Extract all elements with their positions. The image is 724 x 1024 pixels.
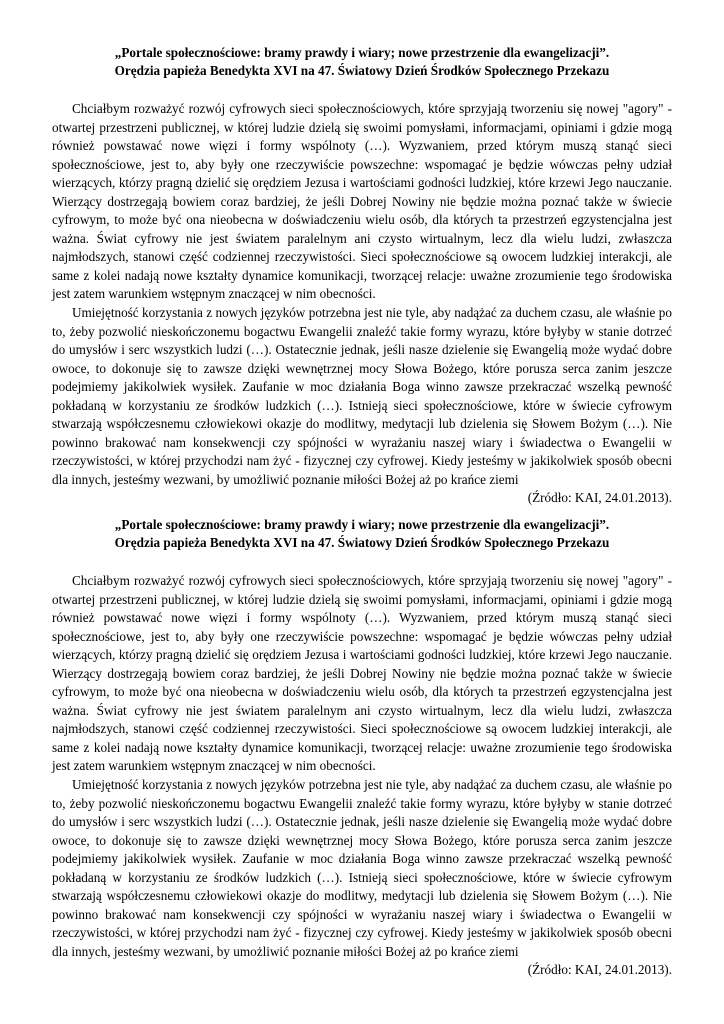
source-citation: (Źródło: KAI, 24.01.2013). <box>527 490 672 506</box>
source-citation: (Źródło: KAI, 24.01.2013). <box>527 962 672 978</box>
body-paragraph-2: Umiejętność korzystania z nowych języków potrzebna jest nie tyle, aby nadążać za duchem czasu, ale właśnie po to, żeby pozwolić nieskończonemu bogactwu Ewangelii znaleźć takie formy wyrazu, które byłyby w stanie dotrzeć do umysłów i serc wszystkich ludzi (…). Ostatecznie jednak, jeśli nasze dzielenie się Ewangelią może wydać dobre owoce, to dokonuje się to zawsze dzięki wewnętrznej mocy Słowa Bożego, które porusza serca zanim jeszcze podejmiemy jakikolwiek wysiłek. Zaufanie w moc działania Boga winno zawsze przekraczać wszelką pewność pokładaną w korzystaniu ze środków ludzkich (…). Istnieją sieci społecznościowe, które w świecie cyfrowym stwarzają współczesnemu człowiekowi okazje do modlitwy, medytacji lub dzielenia się Słowem Bożym (…). Nie powinno brakować nam konsekwencji czy spójności w wyrażaniu naszej wiary i świadectwa o Ewangelii w rzeczywistości, w której przychodzi nam żyć - fizycznej czy cyfrowej. Kiedy jesteśmy w jakikolwiek sposób obecni dla innych, jesteśmy wezwani, by umożliwić poznanie miłości Bożej aż po krańce ziemi <box>52 777 672 959</box>
body-paragraph-1: Chciałbym rozważyć rozwój cyfrowych sieci społecznościowych, które sprzyjają tworzeniu się nowej "agory" - otwartej przestrzeni publicznej, w której ludzie dzielą się swoimi pomysłami, informacjami, opiniami i gdzie mogą również powstawać nowe więzi i formy wspólnoty (…). Wyzwaniem, przed którym muszą stanąć sieci społecznościowe, jest to, aby były one rzeczywiście powszechne: wspomagać je będzie wówczas pełny udział wierzących, którzy pragną dzielić się orędziem Jezusa i wartościami godności ludzkiej, które krzewi Jego nauczanie. Wierzący dostrzegają bowiem coraz bardziej, że jeśli Dobrej Nowiny nie będzie można poznać także w świecie cyfrowym, to może być ona nieobecna w doświadczeniu wielu osób, dla których ta przestrzeń egzystencjalna jest ważna. Świat cyfrowy nie jest światem paralelnym ani czysto wirtualnym, lecz dla wielu ludzi, zwłaszcza najmłodszych, stanowi część codziennej rzeczywistości. Sieci społecznościowe są owocem ludzkiej interakcji, ale same z kolei nadają nowe kształty dynamice komunikacji, tworzącej relacje: uważne zrozumienie tego środowiska jest zatem warunkiem wstępnym znaczącej w nim obecności. <box>52 101 672 302</box>
title-line-2: Orędzia papieża Benedykta XVI na 47. Światowy Dzień Środków Społecznego Przekazu <box>114 535 610 550</box>
title-line-1: „Portale społecznościowe: bramy prawdy i wiary; nowe przestrzenie dla ewangelizacji”. <box>114 45 610 60</box>
spacer <box>52 80 672 100</box>
document-title <box>52 516 672 552</box>
spacer <box>52 552 672 572</box>
title-line-2: Orędzia papieża Benedykta XVI na 47. Światowy Dzień Środków Społecznego Przekazu <box>114 63 610 78</box>
body-paragraph-2: Umiejętność korzystania z nowych języków potrzebna jest nie tyle, aby nadążać za duchem czasu, ale właśnie po to, żeby pozwolić nieskończonemu bogactwu Ewangelii znaleźć takie formy wyrazu, które byłyby w stanie dotrzeć do umysłów i serc wszystkich ludzi (…). Ostatecznie jednak, jeśli nasze dzielenie się Ewangelią może wydać dobre owoce, to dokonuje się to zawsze dzięki wewnętrznej mocy Słowa Bożego, które porusza serca zanim jeszcze podejmiemy jakikolwiek wysiłek. Zaufanie w moc działania Boga winno zawsze przekraczać wszelką pewność pokładaną w korzystaniu ze środków ludzkich (…). Istnieją sieci społecznościowe, które w świecie cyfrowym stwarzają współczesnemu człowiekowi okazje do modlitwy, medytacji lub dzielenia się Słowem Bożym (…). Nie powinno brakować nam konsekwencji czy spójności w wyrażaniu naszej wiary i świadectwa o Ewangelii w rzeczywistości, w której przychodzi nam żyć - fizycznej czy cyfrowej. Kiedy jesteśmy w jakikolwiek sposób obecni dla innych, jesteśmy wezwani, by umożliwić poznanie miłości Bożej aż po krańce ziemi <box>52 305 672 487</box>
document-section-2 <box>52 516 672 980</box>
document-section-1 <box>52 44 672 508</box>
document-title <box>52 44 672 80</box>
title-line-1: „Portale społecznościowe: bramy prawdy i wiary; nowe przestrzenie dla ewangelizacji”. <box>114 517 610 532</box>
body-paragraph-1: Chciałbym rozważyć rozwój cyfrowych sieci społecznościowych, które sprzyjają tworzeniu się nowej "agory" - otwartej przestrzeni publicznej, w której ludzie dzielą się swoimi pomysłami, informacjami, opiniami i gdzie mogą również powstawać nowe więzi i formy wspólnoty (…). Wyzwaniem, przed którym muszą stanąć sieci społecznościowe, jest to, aby były one rzeczywiście powszechne: wspomagać je będzie wówczas pełny udział wierzących, którzy pragną dzielić się orędziem Jezusa i wartościami godności ludzkiej, które krzewi Jego nauczanie. Wierzący dostrzegają bowiem coraz bardziej, że jeśli Dobrej Nowiny nie będzie można poznać także w świecie cyfrowym, to może być ona nieobecna w doświadczeniu wielu osób, dla których ta przestrzeń egzystencjalna jest ważna. Świat cyfrowy nie jest światem paralelnym ani czysto wirtualnym, lecz dla wielu ludzi, zwłaszcza najmłodszych, stanowi część codziennej rzeczywistości. Sieci społecznościowe są owocem ludzkiej interakcji, ale same z kolei nadają nowe kształty dynamice komunikacji, tworzącej relacje: uważne zrozumienie tego środowiska jest zatem warunkiem wstępnym znaczącej w nim obecności. <box>52 573 672 774</box>
